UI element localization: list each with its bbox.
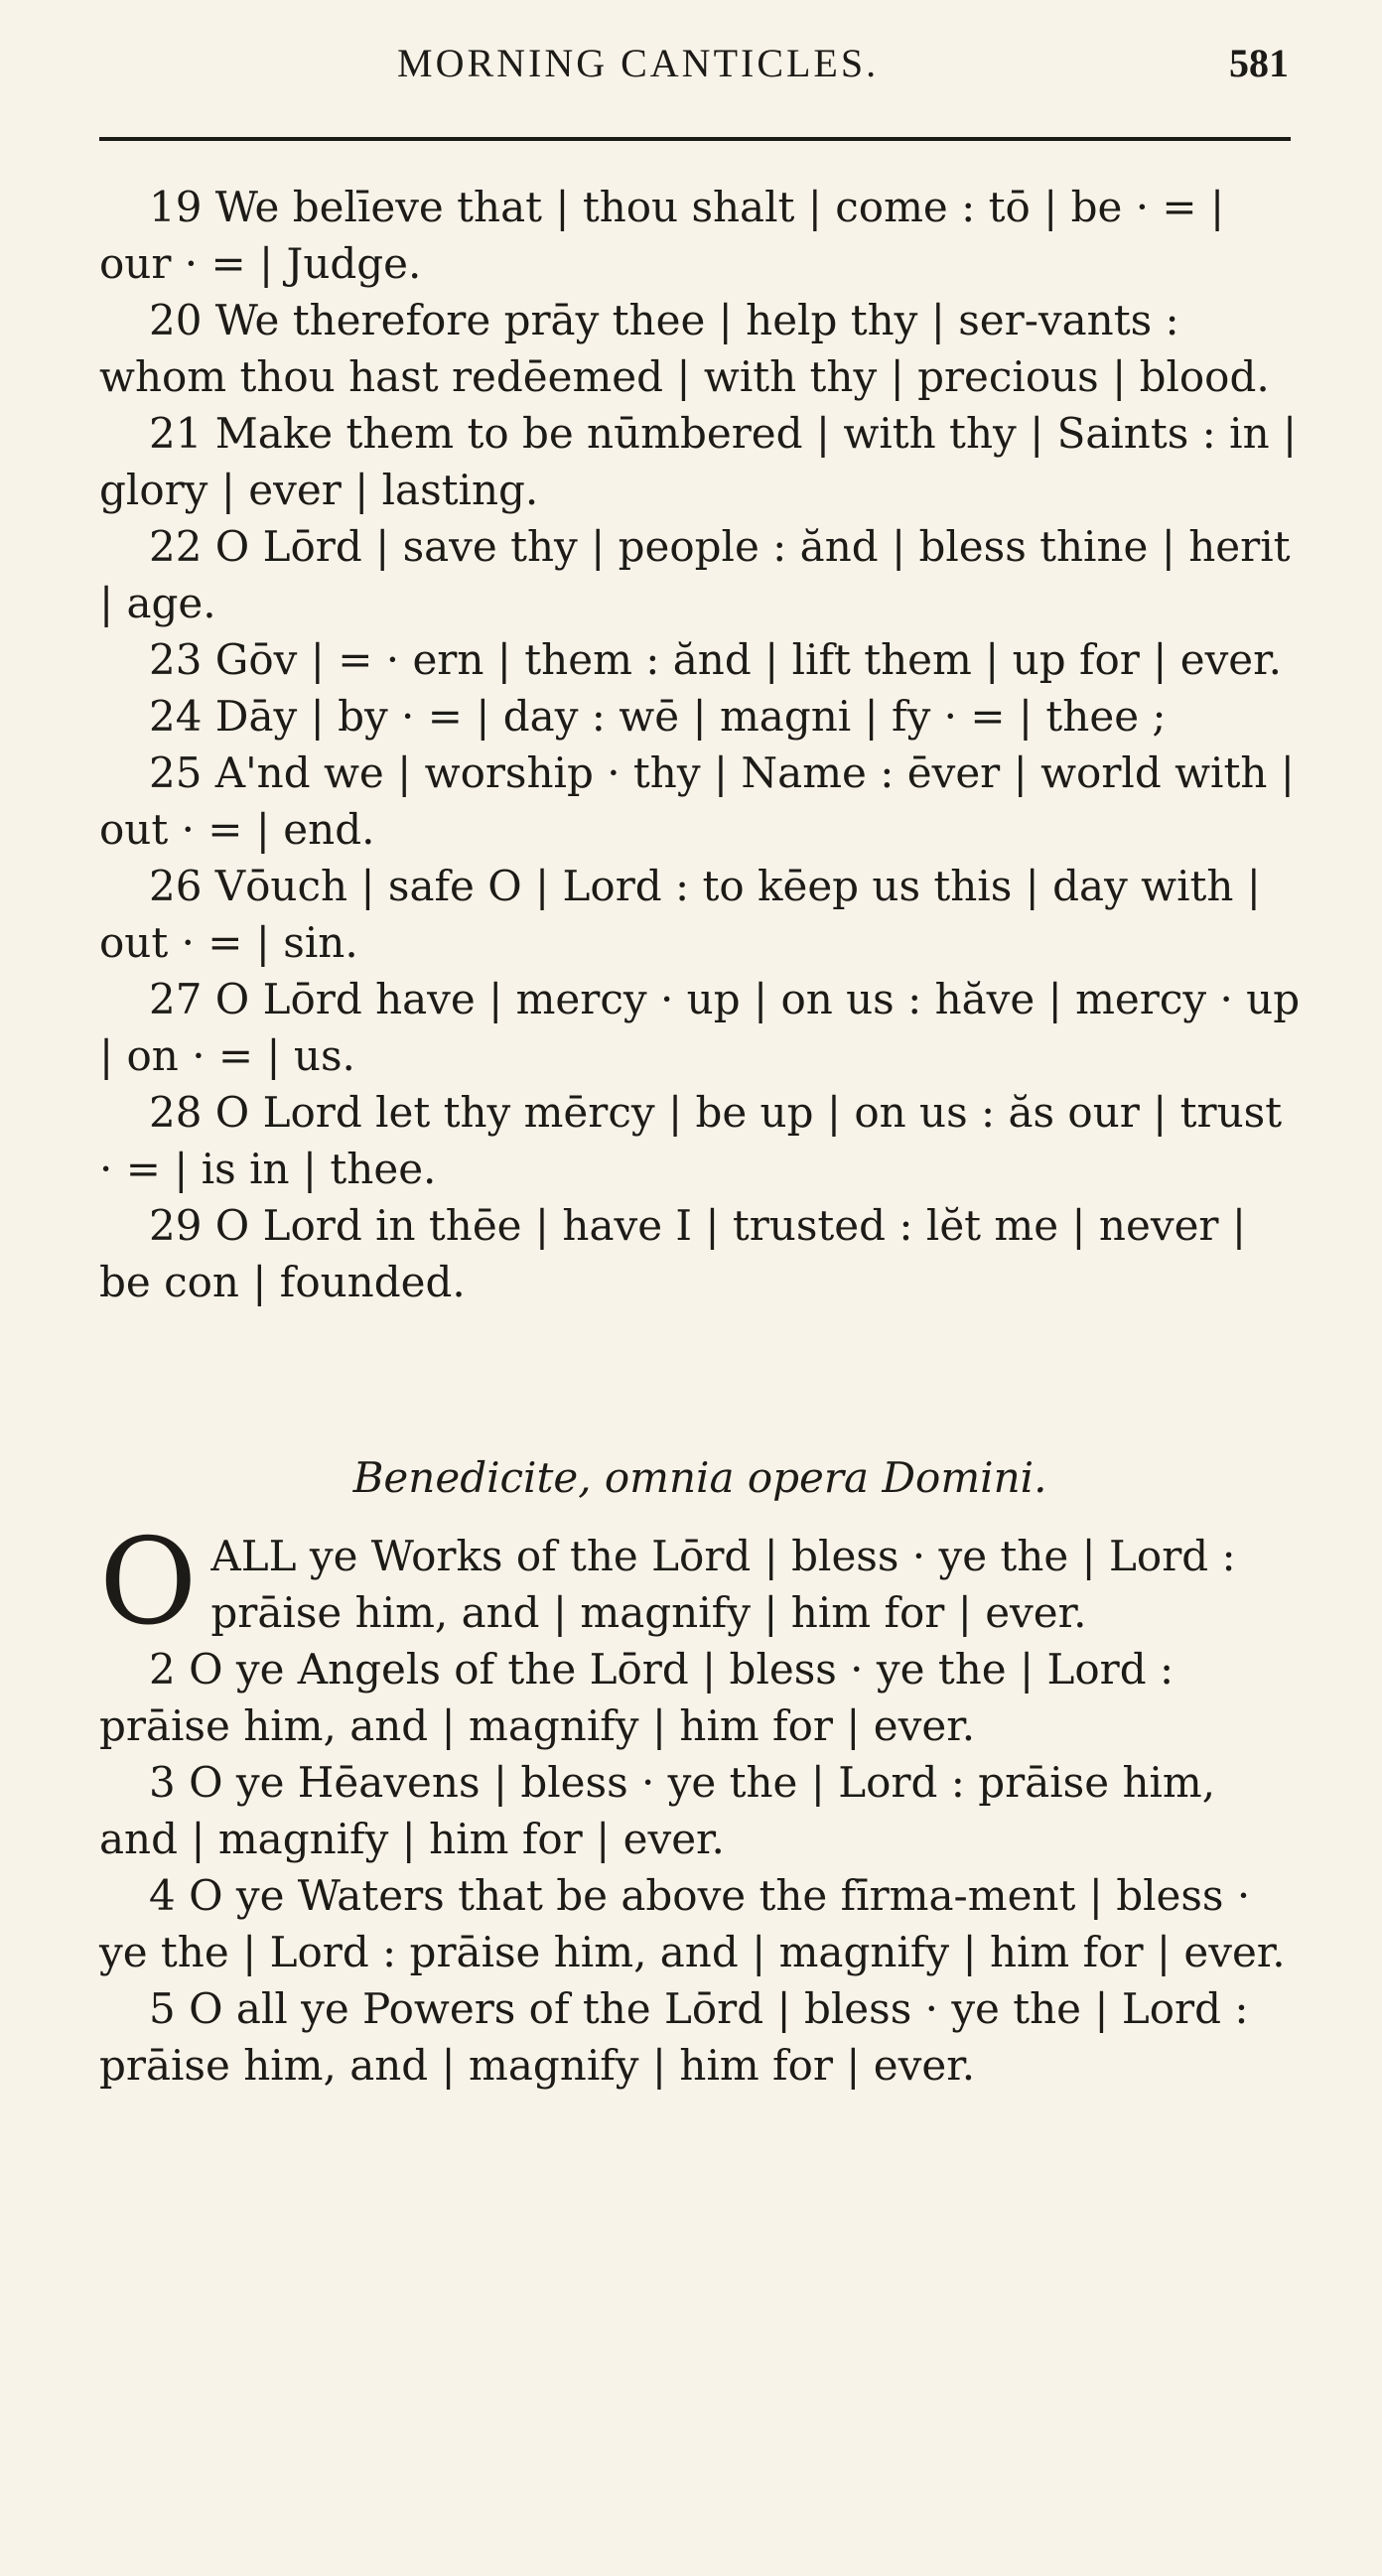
- verse-25: 25 A'nd we | worship · thy | Name : ēver | world with | out · = | end.: [99, 748, 1295, 854]
- page-header: [99, 40, 1301, 99]
- verse-23: 23 Gōv | = · ern | them : ănd | lift them | up for | ever.: [149, 635, 1282, 684]
- verse-24: 24 Dāy | by · = | day : wē | magni | fy · = | thee ;: [149, 692, 1167, 741]
- verse-20: 20 We therefore prāy thee | help thy | ser-vants : whom thou hast redēemed | with thy | precious | blood.: [99, 296, 1270, 401]
- verse-19: 19 We belīeve that | thou shalt | come : tō | be · = | our · = | Judge.: [99, 183, 1225, 288]
- section-title: Benedicite, omnia opera Domini.: [352, 1453, 1047, 1502]
- verse-2: 2 O ye Angels of the Lōrd | bless · ye the | Lord : prāise him, and | magnify | him for | ever.: [99, 1645, 1175, 1750]
- header-rule: [99, 137, 1291, 141]
- drop-cap: O: [99, 1514, 198, 1652]
- verse-4: 4 O ye Waters that be above the fīrma-ment | bless · ye the | Lord : prāise him, and | magnify | him for | ever.: [99, 1871, 1286, 1976]
- section-spacer: [99, 1310, 1301, 1449]
- running-title: MORNING CANTICLES.: [397, 41, 880, 85]
- verse-27: 27 O Lōrd have | mercy · up | on us : hăve | mercy · up | on · = | us.: [99, 975, 1301, 1080]
- verse-3: 3 O ye Hēavens | bless · ye the | Lord : prāise him, and | magnify | him for | ever.: [99, 1758, 1216, 1863]
- verse-21: 21 Make them to be nūmbered | with thy | Saints : in | glory | ever | lasting.: [99, 409, 1298, 514]
- verse-5: 5 O all ye Powers of the Lōrd | bless · ye the | Lord : prāise him, and | magnify | him for | ever.: [99, 1984, 1249, 2090]
- page-number: 581: [1229, 41, 1289, 85]
- verse-26: 26 Vōuch | safe O | Lord : to kēep us this | day with | out · = | sin.: [99, 862, 1261, 967]
- verse-1-text: ALL ye Works of the Lōrd | bless · ye the | Lord : prāise him, and | magnify | him for | ever.: [210, 1532, 1236, 1637]
- verse-29: 29 O Lord in thēe | have I | trusted : lĕt me | never | be con | founded.: [99, 1201, 1247, 1306]
- verse-28: 28 O Lord let thy mērcy | be up | on us : ăs our | trust · = | is in | thee.: [99, 1088, 1283, 1193]
- verse-1: [99, 1514, 1301, 1652]
- verse-22: 22 O Lōrd | save thy | people : ănd | bless thine | herit | age.: [99, 522, 1291, 627]
- canticle-text: [99, 179, 1301, 2094]
